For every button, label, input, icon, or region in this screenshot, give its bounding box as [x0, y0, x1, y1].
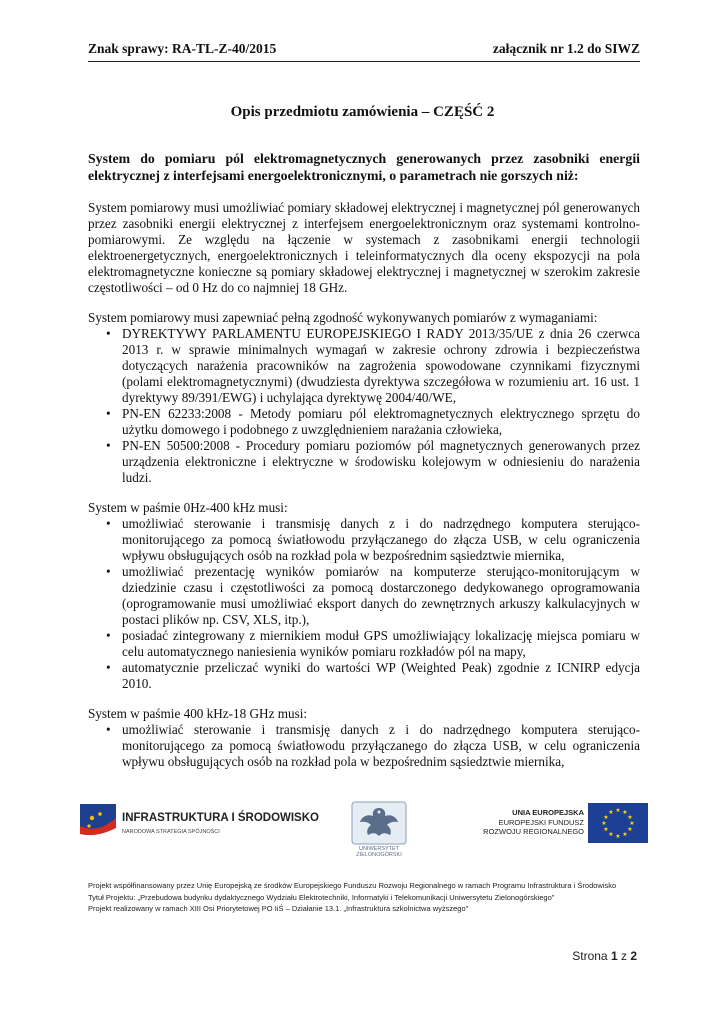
band-low-lead: System w paśmie 0Hz-400 kHz musi:	[88, 500, 288, 515]
list-item: • umożliwiać sterowanie i transmisję danych z i do nadrzędnego komputera sterująco-monitorującego za pomocą światłowodu przyłączanego do złącza USB, w celu ograniczenia wpływu obsługujących osób na rozkład pola w bezpośrednim sąsiedztwie miernika,	[88, 516, 640, 564]
svg-text:★: ★	[629, 820, 635, 827]
svg-text:★: ★	[627, 814, 633, 821]
infrastruktura-logo	[80, 804, 320, 850]
list-item: • umożliwiać sterowanie i transmisję danych z i do nadrzędnego komputera sterująco-monitorującego za pomocą światłowodu przyłączanego do złącza USB, w celu ograniczenia wpływu obsługujących osób na rozkład pola w bezpośrednim sąsiedztwie miernika,	[88, 722, 640, 770]
infrastruktura-subtitle: NARODOWA STRATEGIA SPÓJNOŚCI	[122, 829, 220, 835]
svg-text:★: ★	[622, 809, 628, 816]
svg-text:★: ★	[603, 826, 609, 833]
band-high-list	[88, 722, 640, 770]
svg-text:★: ★	[615, 807, 621, 814]
infrastruktura-flag-icon	[80, 804, 116, 844]
compliance-list	[88, 326, 640, 486]
document-title: Opis przedmiotu zamówienia – CZĘŚĆ 2	[230, 104, 495, 120]
intro-paragraph: System pomiarowy musi umożliwiać pomiary składowej elektrycznej i magnetycznej pól generowanych przez zasobniki energii elektrycznej z interfejsem energoelektronicznym oraz systemami kontrolno-pomiarowymi. Ze względu na łączenie w systemach z zasobnikami energii technologii elektroenergetycznych, energoelektronicznych i teleinformatycznych dla oceny ekspozycji na pola elektromagnetyczne konieczne są pomiary składowej elektrycznej i magnetycznej w szerokim zakresie częstotliwości – od 0 Hz do co najmniej 18 GHz.	[88, 200, 640, 295]
list-item: • automatycznie przeliczać wyniki do wartości WP (Weighted Peak) zgodnie z ICNIRP edycja 2010.	[88, 660, 640, 692]
list-item: • DYREKTYWY PARLAMENTU EUROPEJSKIEGO I RADY 2013/35/UE z dnia 26 czerwca 2013 r. w sprawie minimalnych wymagań w zakresie ochrony zdrowia i bezpieczeństwa dotyczących narażenia pracowników na zagrożenia spowodowane czynnikami fizycznymi (polami elektromagnetycznymi) (dwudziesta dyrektywa szczegółowa w rozumieniu art. 16 ust. 1 dyrektywy 89/391/EWG) i uchylająca dyrektywę 2004/40/WE,	[88, 326, 640, 406]
band-low-list	[88, 516, 640, 692]
svg-text:★: ★	[603, 814, 609, 821]
eagle-emblem-icon	[338, 800, 420, 846]
university-name: UNIWERSYTET ZIELONOGÓRSKI	[356, 846, 402, 858]
svg-text:★: ★	[627, 826, 633, 833]
svg-text:★: ★	[622, 831, 628, 838]
list-item: • posiadać zintegrowany z miernikiem moduł GPS umożliwiający lokalizację miejsca pomiaru w celu automatycznego naniesienia wyników pomiaru rozkładów pól na mapy,	[88, 628, 640, 660]
list-item: • umożliwiać prezentację wyników pomiarów na komputerze sterująco-monitorującym w dziedzinie czasu i częstotliwości za pomocą dostarczonego dedykowanego oprogramowania (oprogramowanie musi umożliwiać eksport danych do zewnętrznych arkuszy kalkulacyjnych w postaci plików np. CSV, XLS, itp.),	[88, 564, 640, 628]
case-number: Znak sprawy: RA-TL-Z-40/2015	[88, 41, 277, 56]
svg-text:★: ★	[608, 809, 614, 816]
university-logo	[338, 800, 420, 868]
footer-axis: Projekt realizowany w ramach XIII Osi Priorytetowej PO IiŚ – Działanie 13.1. „Infrastruktura szkolnictwa wyższego”	[88, 904, 469, 913]
svg-text:★: ★	[615, 833, 621, 840]
funding-logos	[0, 800, 725, 870]
page-number: Strona 1 z 2	[572, 949, 637, 963]
eu-text: UNIA EUROPEJSKA EUROPEJSKI FUNDUSZ ROZWOJU REGIONALNEGO	[483, 808, 584, 836]
list-item: • PN-EN 50500:2008 - Procedury pomiaru poziomów pól magnetycznych generowanych przez urządzenia elektroniczne i elektryczne w środowisku kolejowym w odniesieniu do narażenia ludzi.	[88, 438, 640, 486]
svg-text:★: ★	[608, 831, 614, 838]
list-item: • PN-EN 62233:2008 - Metody pomiaru pól elektromagnetycznych elektrycznego sprzętu do użytku domowego i podobnego z uwzględnieniem narażania człowieka,	[88, 406, 640, 438]
infrastruktura-title: INFRASTRUKTURA I ŚRODOWISKO	[122, 812, 319, 824]
band-high-lead: System w paśmie 400 kHz-18 GHz musi:	[88, 706, 308, 721]
attachment-label: załącznik nr 1.2 do SIWZ	[492, 41, 640, 56]
footer-project-title: Tytuł Projektu: „Przebudowa budynku dydaktycznego Wydziału Elektrotechniki, Informatyki i Telekomunikacji Uniwersytetu Zielonogórskiego”	[88, 892, 555, 902]
project-footer	[88, 880, 640, 915]
svg-text:★: ★	[601, 820, 607, 827]
system-subtitle: System do pomiaru pól elektromagnetycznych generowanych przez zasobniki energii elektrycznej z interfejsami energoelektronicznymi, o parametrach nie gorszych niż:	[88, 151, 640, 183]
document-header	[88, 41, 640, 62]
footer-cofinancing: Projekt współfinansowany przez Unię Europejską ze środków Europejskiego Funduszu Rozwoju Regionalnego w ramach Programu Infrastruktura i Środowisko	[88, 881, 617, 890]
document-body	[88, 150, 640, 784]
eu-flag-icon	[588, 803, 648, 843]
compliance-lead: System pomiarowy musi zapewniać pełną zgodność wykonywanych pomiarów z wymaganiami:	[88, 310, 598, 325]
